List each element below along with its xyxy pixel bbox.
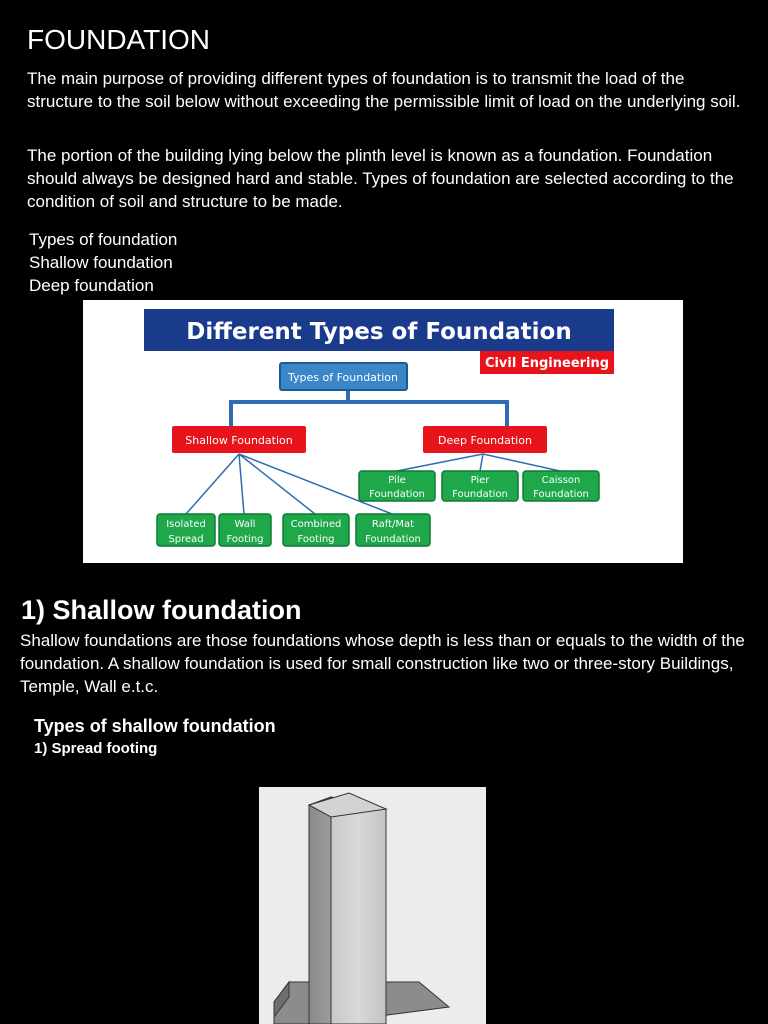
deep-foundation-label: Deep Foundation [438, 434, 532, 447]
spread-footing-illustration [259, 787, 486, 1024]
page-title: FOUNDATION [27, 24, 211, 55]
isolated-spread-node [157, 514, 215, 546]
pier-foundation-line1: Pier [470, 475, 490, 486]
combined-footing-line2: Footing [297, 534, 335, 545]
pile-foundation-node [359, 471, 435, 501]
foundation-types-diagram [83, 300, 683, 563]
list-item: Types of foundation [29, 230, 178, 249]
isolated-spread-line2: Spread [168, 534, 204, 545]
isolated-spread-line1: Isolated [166, 519, 206, 530]
combined-footing-node [283, 514, 349, 546]
wall-footing-node [219, 514, 271, 546]
shallow-foundation-paragraph: Shallow foundations are those foundations whose depth is less than or equals to the width of the foundation. A shallow foundation is used for small construction like two or three-story Buildings, Temple, Wall e.t.c. [20, 631, 745, 696]
shallow-foundation-label: Shallow Foundation [185, 434, 293, 447]
raft-mat-foundation-line1: Raft/Mat [371, 519, 415, 530]
combined-footing-line1: Combined [290, 519, 342, 530]
pier-foundation-node [442, 471, 518, 501]
caisson-foundation-line2: Foundation [533, 489, 589, 500]
caisson-foundation-line1: Caisson [541, 475, 581, 486]
wall-footing-line1: Wall [234, 519, 256, 530]
pile-foundation-line1: Pile [388, 475, 406, 486]
foundation-types-list [29, 228, 177, 297]
diagram-banner-title: Different Types of Foundation [186, 319, 572, 345]
list-item: Shallow foundation [29, 253, 173, 272]
civil-engineering-tag-label: Civil Engineering [484, 356, 610, 371]
raft-mat-foundation-node [356, 514, 430, 546]
pier-foundation-line2: Foundation [452, 489, 508, 500]
root-node-label: Types of Foundation [288, 371, 398, 384]
intro-paragraph: The main purpose of providing different types of foundation is to transmit the load of the structure to the soil below without exceeding the permissible limit of load on the underlying soil. [27, 69, 741, 111]
definition-paragraph: The portion of the building lying below the plinth level is known as a foundation. Foundation should always be designed hard and stable. Types of foundation are selected according to the condition of soil and structure to be made. [27, 146, 734, 211]
diagram-connectors [231, 390, 507, 426]
section-heading: 1) Shallow foundation [21, 595, 302, 625]
subheading: Types of shallow foundation [34, 716, 276, 736]
pile-foundation-line2: Foundation [369, 489, 425, 500]
raft-mat-foundation-line2: Foundation [365, 534, 421, 545]
list-item: Deep foundation [29, 276, 154, 295]
subsubheading: 1) Spread footing [34, 740, 158, 757]
caisson-foundation-node [523, 471, 599, 501]
wall-footing-line2: Footing [226, 534, 264, 545]
